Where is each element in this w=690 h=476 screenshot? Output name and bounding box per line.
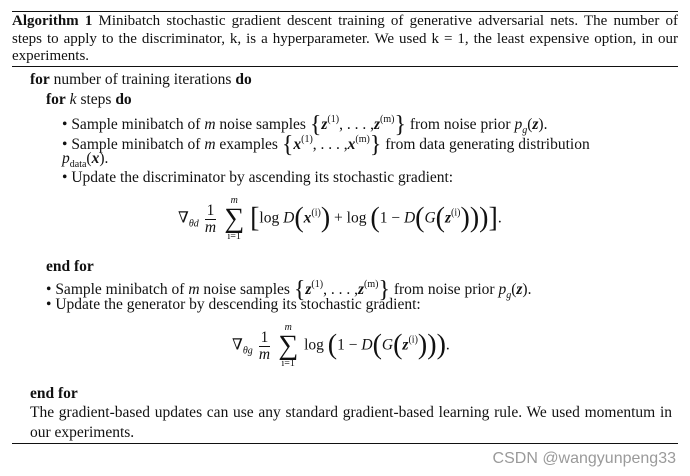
z-vector: z xyxy=(321,116,328,133)
algorithm-footer-note: The gradient-based updates can use any standard gradient-based learning rule. We used momentum in our experiments. xyxy=(30,404,672,441)
for-keyword: for xyxy=(46,91,66,108)
g-sample-noise-line: • Sample minibatch of m noise samples {$z^{(1)}$, . . . $,z^{(m)}$} from noise prior $p_g(z)$. xyxy=(46,277,532,303)
p-symbol: p xyxy=(514,116,523,133)
d-sample-data-line xyxy=(62,131,672,160)
outer-for-text: number of training iterations xyxy=(53,71,232,88)
log: log xyxy=(346,209,367,227)
d-function: D xyxy=(283,209,295,227)
text: from noise prior xyxy=(409,116,511,133)
dots: , . . . , xyxy=(312,136,348,153)
brace: { xyxy=(293,277,306,303)
top-rule xyxy=(12,11,678,12)
g-update-line xyxy=(46,296,421,315)
bottom-rule xyxy=(12,443,678,444)
plus: + xyxy=(334,209,343,227)
d-sample-data-line-cont: $p_{data}(x)$. xyxy=(62,150,109,170)
for-keyword: for xyxy=(30,71,50,88)
k-variable: k xyxy=(69,91,77,108)
x-vector: x xyxy=(293,136,302,153)
bracket: [ xyxy=(250,202,260,234)
theta-g-subscript: θg xyxy=(242,345,253,357)
superscript: (1) xyxy=(327,114,340,125)
discriminator-gradient-equation: $\nabla_{\theta d}$ $\frac{1}{m}$ m ∑ i=1 [log $D(x^{(i)}) + \log (1 - D(G(z^{(i)})))$]. xyxy=(178,195,502,242)
end-for-keyword: end for xyxy=(46,258,94,275)
g-subscript: g xyxy=(522,125,528,136)
m-variable: m xyxy=(204,136,216,153)
m-variable: m xyxy=(204,116,216,133)
log: log xyxy=(304,336,324,354)
p-symbol: p xyxy=(62,150,70,167)
bracket: ] xyxy=(488,202,498,234)
inner-end-for-line xyxy=(46,258,94,277)
m-variable: m xyxy=(188,281,200,298)
z-vector: z xyxy=(532,116,539,133)
superscript: (1) xyxy=(301,134,313,145)
inner-for-text: steps xyxy=(80,91,112,108)
do-keyword: do xyxy=(235,71,252,88)
summation: m ∑ i=1 xyxy=(278,322,299,369)
z-vector: z xyxy=(373,116,380,133)
watermark: CSDN @wangyunpeng33 xyxy=(492,450,676,467)
inner-for-line xyxy=(46,91,132,110)
outer-end-for-line xyxy=(30,385,78,404)
bullet: • xyxy=(46,281,52,298)
outer-for-line xyxy=(30,71,252,90)
brace: { xyxy=(281,132,294,158)
log: log xyxy=(259,209,280,227)
x-vector: x xyxy=(91,150,100,167)
fraction: $\frac{1}{m}$ xyxy=(204,201,217,236)
data-subscript: data xyxy=(69,159,87,170)
text: from data generating distribution xyxy=(385,136,590,153)
superscript: (m) xyxy=(355,134,370,145)
dots: , . . . , xyxy=(339,116,374,133)
text: Update the generator by descending its stochastic gradient: xyxy=(55,296,421,313)
superscript: (m) xyxy=(379,114,395,125)
brace: } xyxy=(369,132,382,158)
algorithm-caption xyxy=(12,13,678,66)
generator-gradient-equation: $\nabla_{\theta g}$ $\frac{1}{m}$ m ∑ i=1 $\log (1 - D(G(z^{(i)})))$. xyxy=(232,322,450,369)
summation: m ∑ i=1 xyxy=(224,195,245,242)
theta-d-subscript: θd xyxy=(188,218,199,230)
nabla: ∇ xyxy=(178,209,189,227)
caption-rule xyxy=(12,66,678,67)
x-vector: x xyxy=(347,136,356,153)
text: noise samples xyxy=(203,281,290,298)
text: from noise prior xyxy=(393,281,495,298)
d-sample-noise-line: • Sample minibatch of m noise samples {$z^{(1)}$, . . . $,z^{(m)}$} from noise prior $p_g(z)$. xyxy=(62,112,548,138)
fraction: $\frac{1}{m}$ xyxy=(258,328,271,363)
text: noise samples xyxy=(219,116,306,133)
bullet: • xyxy=(62,116,68,133)
brace: { xyxy=(309,112,322,138)
text: Update the discriminator by ascending its stochastic gradient: xyxy=(71,169,454,186)
bullet: • xyxy=(62,136,68,153)
algorithm-label: Algorithm 1 xyxy=(12,13,93,29)
text: examples xyxy=(219,136,278,153)
text: Sample minibatch of xyxy=(71,136,201,153)
brace: } xyxy=(394,112,406,138)
brace: } xyxy=(378,277,390,303)
bullet: • xyxy=(46,296,52,313)
do-keyword: do xyxy=(115,91,132,108)
end-for-keyword: end for xyxy=(30,385,78,402)
bullet: • xyxy=(62,169,68,186)
algorithm-caption-text: Minibatch stochastic gradient descent training of generative adversarial nets. The number of steps to apply to the discriminator, k, is a hyperparameter. We used k = 1, the least expensive option, in our experiments. xyxy=(12,13,678,64)
text: Sample minibatch of xyxy=(55,281,185,298)
d-update-line xyxy=(62,169,453,188)
nabla: ∇ xyxy=(232,336,243,354)
text: Sample minibatch of xyxy=(71,116,201,133)
